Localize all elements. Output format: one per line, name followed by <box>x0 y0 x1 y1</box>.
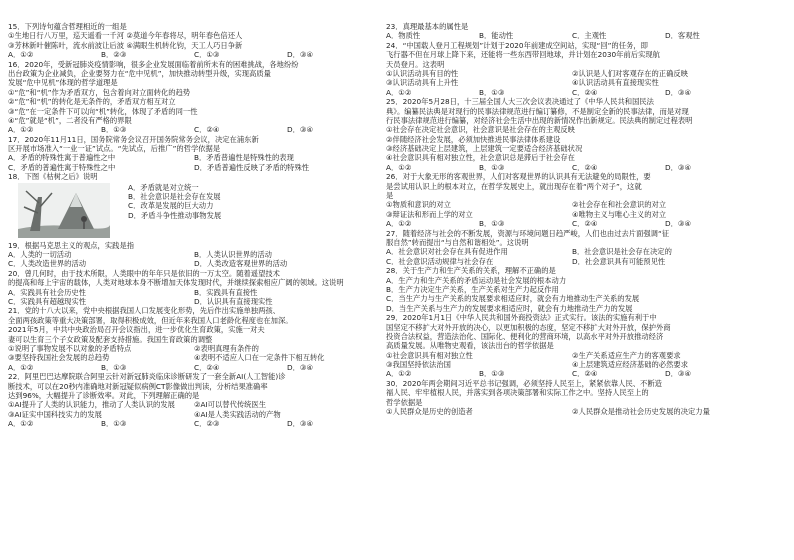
option-d: D．社会意识具有可能预见性 <box>572 256 666 266</box>
question-16-choices <box>8 125 380 134</box>
question-17-options <box>8 153 380 162</box>
question-18-figure <box>8 183 380 240</box>
question-21-choices <box>8 363 380 372</box>
choice-a: A．①② <box>8 125 34 135</box>
choice-c: C．②④ <box>572 162 598 172</box>
question-27-options <box>386 257 758 266</box>
question-26-line: 是尝试用认识上的根本对立，在哲学发展史上，就出现存在着“两个对子”，这就 <box>386 181 642 191</box>
question-28-option: D．当生产关系与生产力的发展要求相适应时，就会有力地推动生产力的发展 <box>386 303 633 313</box>
option-3: ③我国坚持依法治国 <box>386 360 451 370</box>
choice-a: A．①② <box>8 50 34 60</box>
option-d: D．矛盾普遍性反映了矛盾的特殊性 <box>194 162 310 172</box>
option-3: ③认识活动具有上升性 <box>386 78 459 88</box>
question-16-line: 16．2020年，受新冠肺炎疫情影响，很多企业发展面临着前所未有的困难挑战，各地纷纷 <box>8 59 299 69</box>
option-4: ④表明不适应人口在一定条件下相互转化 <box>194 353 325 363</box>
question-25-option: ②伴随经济社会发展，必须加快推进民事法律体系建设 <box>386 134 561 144</box>
question-24-line: 飞行器不但在月球上降下来，还能将一些东西带回地球，并计划在2030年前后实现航 <box>386 50 660 60</box>
option-3: ③辩证法和形而上学的对立 <box>386 209 473 219</box>
option-4: ④AI是人类实践活动的产物 <box>194 409 281 419</box>
question-17-line: 区开展市场准入“一业一证”试点。“先试点，后推广”的哲学依据是 <box>8 144 221 154</box>
option-2: ②表明真理有条件的 <box>194 343 259 353</box>
left-column <box>8 22 380 428</box>
question-27-line: 27．随着经济与社会的不断发展，资源与环境问题日趋严峻，人们也由过去片面强调“征 <box>386 228 670 238</box>
option-1: ①认识活动具有目的性 <box>386 68 459 78</box>
question-15-option: ①生地日行八万里，巡天遥看一千河 ②莫道今年春将尽，明年春色倍还人 <box>8 31 243 41</box>
option-1: ①说明了事物发展不以对象的矛盾特点 <box>8 343 132 353</box>
question-29-options <box>386 360 758 369</box>
question-22-line: 22．阿里巴巴达摩院联合阿里云针对新冠肺炎临床诊断研发了一套全新AI(人工智能)诊 <box>8 372 286 382</box>
option-a: A．矛盾的特殊性寓于普遍性之中 <box>8 153 116 163</box>
question-21-line: 21．党的十八大以来，党中央根据我国人口发展变化形势，先后作出实施单独两孩、 <box>8 306 280 316</box>
choice-a: A．①② <box>386 162 412 172</box>
question-16-line: ①“危”和“机”作为矛盾双方，包含着向对立面转化的趋势 <box>8 87 191 97</box>
question-21-options <box>8 344 380 353</box>
question-20-line: 20．曾几何时，由于技术所限，人类眼中的年年只是依旧的一万太空。随着遥望技术 <box>8 268 280 278</box>
question-15-option: ③芳林新叶催陈叶，流水前波让后波 ④满眼生机转化钧，天工人巧日争新 <box>8 40 243 50</box>
option-a: A．人类的一切活动 <box>8 250 72 260</box>
option-b: B．社会意识是社会存在发展 <box>128 192 221 202</box>
choice-c: C．主观性 <box>572 31 607 41</box>
option-c: C．改革是发展的巨大动力 <box>128 201 214 211</box>
option-1: ①AI提升了人类的认识能力，推动了人类认识的发展 <box>8 400 175 410</box>
choice-b: B．①③ <box>479 219 505 229</box>
choice-a: A．①② <box>8 362 34 372</box>
option-2: ②认识是人们对客观存在的正确反映 <box>572 68 688 78</box>
question-25-line: 典》。编纂民法典是对现行的民事法律规范进行编订纂修，不是制定全新的民事法律，而是对现 <box>386 106 689 116</box>
choice-b: B．②③ <box>101 50 127 60</box>
choice-c: C．②③ <box>194 419 220 429</box>
option-b: B．实践具有直接性 <box>194 287 258 297</box>
option-c: C．实践具有超越现实性 <box>8 296 87 306</box>
question-24-line: 天员登月。这表明 <box>386 59 445 69</box>
right-column <box>386 22 758 416</box>
option-2: ②人民群众是推动社会历史发展的决定力量 <box>572 407 710 417</box>
question-28-stem: 28．关于生产力和生产关系的关系，理解不正确的是 <box>386 266 556 276</box>
question-24-options <box>386 69 758 78</box>
option-a: A．社会意识对社会存在具有促进作用 <box>386 247 508 257</box>
option-4: ④唯物主义与唯心主义的对立 <box>572 209 667 219</box>
question-28-option: C．当生产力与生产关系的发展要求相适应时，就会有力地推动生产关系的发展 <box>386 294 640 304</box>
question-27-options <box>386 247 758 256</box>
question-25-option: ④社会意识具有相对独立性，社会意识总是滞后于社会存在 <box>386 153 575 163</box>
choice-d: D．③④ <box>287 50 313 60</box>
question-28-option: B．生产力决定生产关系，生产关系对生产力起反作用 <box>386 284 559 294</box>
option-1: ①人民群众是历史的创造者 <box>386 407 473 417</box>
question-17-options <box>8 163 380 172</box>
question-22-choices <box>8 419 380 428</box>
choice-d: D．③④ <box>665 162 691 172</box>
option-3: ③AI证实中国科技实力的发展 <box>8 409 102 419</box>
question-29-options <box>386 351 758 360</box>
question-16-line: ②“危”和“机”的转化是无条件的，矛盾双方相互对立 <box>8 97 176 107</box>
choice-d: D．③④ <box>665 87 691 97</box>
choice-c: C．②④ <box>572 219 598 229</box>
withered-tree-cartoon <box>18 183 110 238</box>
question-16-line: ③“危”在一定条件下可以向“机”转化，体现了矛盾的同一性 <box>8 106 198 116</box>
choice-d: D．③④ <box>287 419 313 429</box>
option-2: ②生产关系适应生产力的客观要求 <box>572 350 681 360</box>
choice-d: D．③④ <box>665 369 691 379</box>
question-24-choices <box>386 88 758 97</box>
choice-b: B．能动性 <box>479 31 514 41</box>
choice-c: C．②④ <box>572 369 598 379</box>
choice-b: B．①③ <box>479 162 505 172</box>
question-25-option: ①社会存在决定社会意识，社会意识是社会存在的主观反映 <box>386 125 575 135</box>
question-28-option: A．生产力和生产关系的矛盾运动是社会发展的根本动力 <box>386 275 567 285</box>
question-30-line: 哲学依据是 <box>386 397 423 407</box>
question-22-options <box>8 410 380 419</box>
option-c: C．人类改造世界的活动 <box>8 259 87 269</box>
question-22-line: 断技术，可以在20秒内准确地对新冠疑似病例CT影像做出判读，分析结果准确率 <box>8 381 268 391</box>
option-1: ①物质和意识的对立 <box>386 200 451 210</box>
option-2: ②AI可以替代传统医生 <box>194 400 267 410</box>
question-17-line: 17．2020年11月11日，国务院常务会议召开国务院常务会议，决定在浦东新 <box>8 134 259 144</box>
choice-c: C．②④ <box>194 125 220 135</box>
option-d: D．认识具有直接现实性 <box>194 296 273 306</box>
question-26-choices <box>386 219 758 228</box>
option-2: ②社会存在和社会意识的对立 <box>572 200 667 210</box>
option-c: C．矛盾的普遍性寓于特殊性之中 <box>8 162 116 172</box>
choice-d: D．③④ <box>287 125 313 135</box>
question-27-line: 服自然”转而提出“与自然和谐相处”。这说明 <box>386 237 529 247</box>
option-d: D．矛盾斗争性推动事物发展 <box>128 210 222 220</box>
choice-a: A．①② <box>386 87 412 97</box>
question-20-options <box>8 297 380 306</box>
choice-b: B．①③ <box>101 362 127 372</box>
question-19-stem: 19．根据马克思主义的观点，实践是指 <box>8 240 135 250</box>
question-22-options <box>8 400 380 409</box>
question-21-line: 全面两孩政策等重大决策部署，取得积极成效，但近年来我国人口老龄化程度也在加深。 <box>8 315 293 325</box>
choice-a: A．①② <box>386 219 412 229</box>
option-b: B．矛盾普遍性是特殊性的表现 <box>194 153 294 163</box>
question-20-options <box>8 288 380 297</box>
choice-a: A．①② <box>8 419 34 429</box>
question-16-line: ④“危”就是“机”，二者没有严格的界限 <box>8 115 132 125</box>
question-16-line: 出台政策为企业减负，企业要努力在“危中见机”，加快推动转型升级，实现高质量 <box>8 68 271 78</box>
question-25-line: 行民事法律规范进行编纂，对经济社会生活中出现的新情况作出新规定。民法典的制定过程表明 <box>386 115 693 125</box>
question-23-choices <box>386 31 758 40</box>
question-15-stem: 15．下列诗句蕴含哲理相近的一组是 <box>8 22 127 31</box>
choice-c: C．①③ <box>194 50 220 60</box>
question-25-choices <box>386 163 758 172</box>
question-21-options <box>8 353 380 362</box>
question-24-line: 24．“中国载人登月工程规划”计划于2020年前建成空间站，实现“回”的任务，即 <box>386 40 648 50</box>
question-30-line: 福人民、牢牢植根人民，并落实到各项决策部署和实际工作之中。坚持人民至上的 <box>386 388 649 398</box>
question-26-line: 26．对于大象无形的客观世界，人们对客观世界的认识具有无法避免的局限性，要 <box>386 172 651 182</box>
question-24-options <box>386 78 758 87</box>
question-15-choices <box>8 50 380 59</box>
choice-c: C．②④ <box>194 362 220 372</box>
choice-b: B．①③ <box>479 369 505 379</box>
question-29-line: 29．2020年1月1日《中华人民共和国外商投资法》正式实行。该法的实施有利于中 <box>386 313 657 323</box>
question-26-options <box>386 200 758 209</box>
option-4: ④认识活动具有直接现实性 <box>572 78 659 88</box>
option-b: B．社会意识是社会存在决定的 <box>572 247 672 257</box>
choice-a: A．①② <box>386 369 412 379</box>
question-21-line: 2021年5月，中共中央政治局召开会议指出，进一步优化生育政策，实施一对夫 <box>8 325 265 335</box>
option-3: ③要坚持我国社会发展的总趋势 <box>8 353 110 363</box>
choice-b: B．①③ <box>101 419 127 429</box>
choice-c: C．②④ <box>572 87 598 97</box>
option-a: A．矛盾就是对立统一 <box>128 182 199 192</box>
option-4: ④上层建筑适应经济基础的必然要求 <box>572 360 688 370</box>
choice-b: B．①③ <box>101 125 127 135</box>
question-30-options <box>386 407 758 416</box>
question-25-line: 25．2020年5月28日，十三届全国人大三次会议表决通过了《中华人民共和国民法 <box>386 97 654 107</box>
question-26-options <box>386 210 758 219</box>
option-1: ①社会意识具有相对独立性 <box>386 350 473 360</box>
question-29-line: 高质量发展。从唯物史观看，该法出台的哲学依据是 <box>386 341 554 351</box>
option-d: D．人类改造客观世界的活动 <box>194 259 288 269</box>
question-23-stem: 23．真理最基本的属性是 <box>386 22 469 31</box>
question-30-line: 30．2020年两会期间习近平总书记强调，必须坚持人民至上，紧紧依靠人民、不断造 <box>386 378 662 388</box>
question-21-line: 妻可以生育三个子女政策及配套支持措施。我国生育政策的调整 <box>8 334 213 344</box>
question-26-line: 是 <box>386 191 394 201</box>
question-19-options <box>8 250 380 259</box>
choice-d: D．客观性 <box>665 31 700 41</box>
question-19-options <box>8 259 380 268</box>
choice-b: B．①③ <box>479 87 505 97</box>
question-29-line: 国坚定不移扩大对外开放的决心，以更加积极的态度，坚定不移扩大对外开放，保护外商 <box>386 322 671 332</box>
option-c: C．社会意识活动规律与社会存在 <box>386 256 494 266</box>
option-a: A．实践具有社会历史性 <box>8 287 86 297</box>
question-29-line: 投资合法权益，营造法治化、国际化、便利化的营商环境，以高水平对外开放推动经济 <box>386 331 664 341</box>
choice-a: A．物质性 <box>386 31 421 41</box>
choice-d: D．③④ <box>665 219 691 229</box>
option-b: B．人类认识世界的活动 <box>194 250 272 260</box>
question-16-line: 发展“危中见机”体现的哲学道理是 <box>8 78 118 88</box>
question-25-option: ③经济基础决定上层建筑，上层建筑一定要适合经济基础状况 <box>386 144 583 154</box>
choice-d: D．③④ <box>287 362 313 372</box>
question-29-choices <box>386 369 758 378</box>
question-18-stem: 18．下图《枯树之后》说明 <box>8 172 98 182</box>
question-22-line: 达到96%，大幅提升了诊断效率。对此，下列理解正确的是 <box>8 390 200 400</box>
question-20-line: 的提高和每上宇宙的载体，人类对地球本身不断增加天体发现时代，并继续探索相应广阔的领域。这说明 <box>8 278 344 288</box>
